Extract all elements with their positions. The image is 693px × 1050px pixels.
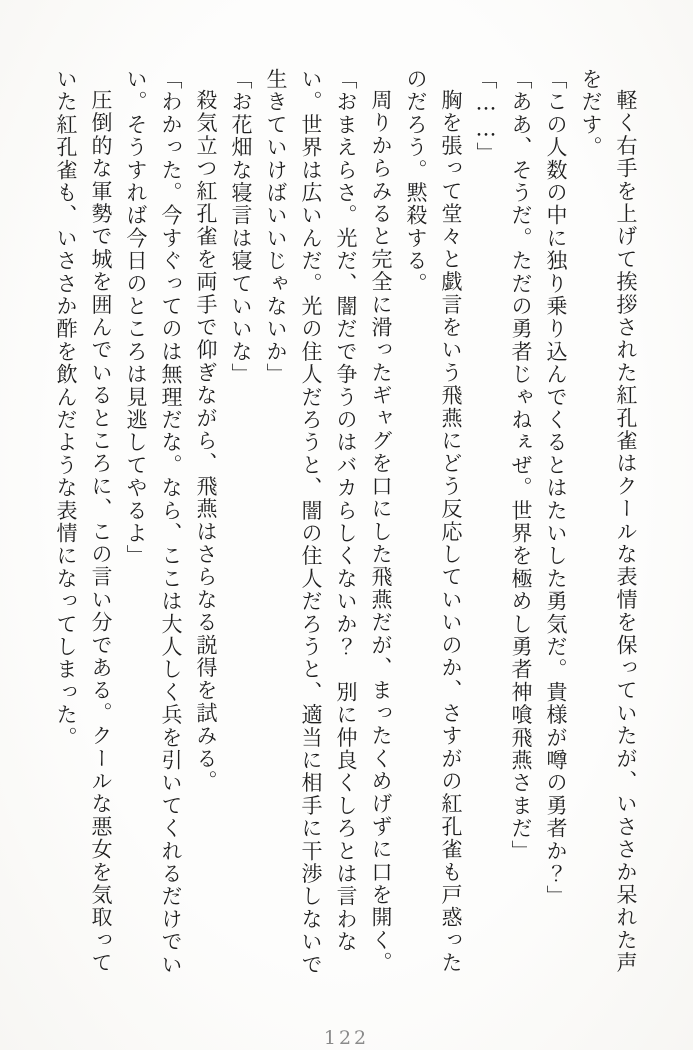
paragraph: 胸を張って堂々と戯言をいう飛燕にどう反応していいのか、さすがの紅孔雀も戸惑ったのだろう。黙殺する。 bbox=[404, 68, 463, 975]
paragraph-dialogue: 「……」 bbox=[474, 68, 498, 165]
paragraph-dialogue: 「ああ、そうだ。ただの勇者じゃねぇぜ。世界を極めし勇者神喰飛燕さまだ」 bbox=[509, 68, 533, 863]
paragraph: 軽く右手を上げて挨拶された紅孔雀はクールな表情を保っていたが、いささか呆れた声をだす。 bbox=[579, 68, 638, 975]
paragraph: 圧倒的な軍勢で城を囲んでいるところに、この言い分である。クールな悪女を気取っていた紅孔雀も、いささか酢を飲んだような表情になってしまった。 bbox=[54, 68, 113, 975]
paragraph: 周りからみると完全に滑ったギャグを口にした飛燕だが、まったくめげずに口を開く。 bbox=[369, 89, 393, 975]
paragraph-dialogue: 「わかった。今すぐってのは無理だな。なら、ここは大人しく兵を引いてくれるだけでいい。そうすれば今日のところは見逃してやるよ」 bbox=[124, 68, 183, 976]
paragraph: 殺気立つ紅孔雀を両手で仰ぎながら、飛燕はさらなる説得を試みる。 bbox=[194, 89, 218, 793]
paragraph-dialogue: 「おまえらさ。光だ、闇だで争うのはバカらしくないか？ 別に仲良くしろとは言わない。世界は広いんだ。光の住人だろうと、闇の住人だろうと、適当に相手に干渉しないで生きていけばいいじゃないか」 bbox=[264, 68, 358, 976]
vertical-text-block bbox=[48, 68, 643, 990]
paragraph-dialogue: 「この人数の中に独り乗り込んでくるとはたいした勇気だ。貴様が噂の勇者か？」 bbox=[544, 68, 568, 908]
page-number: 122 bbox=[323, 1027, 370, 1049]
paragraph-dialogue: 「お花畑な寝言は寝ていいな」 bbox=[229, 68, 253, 386]
